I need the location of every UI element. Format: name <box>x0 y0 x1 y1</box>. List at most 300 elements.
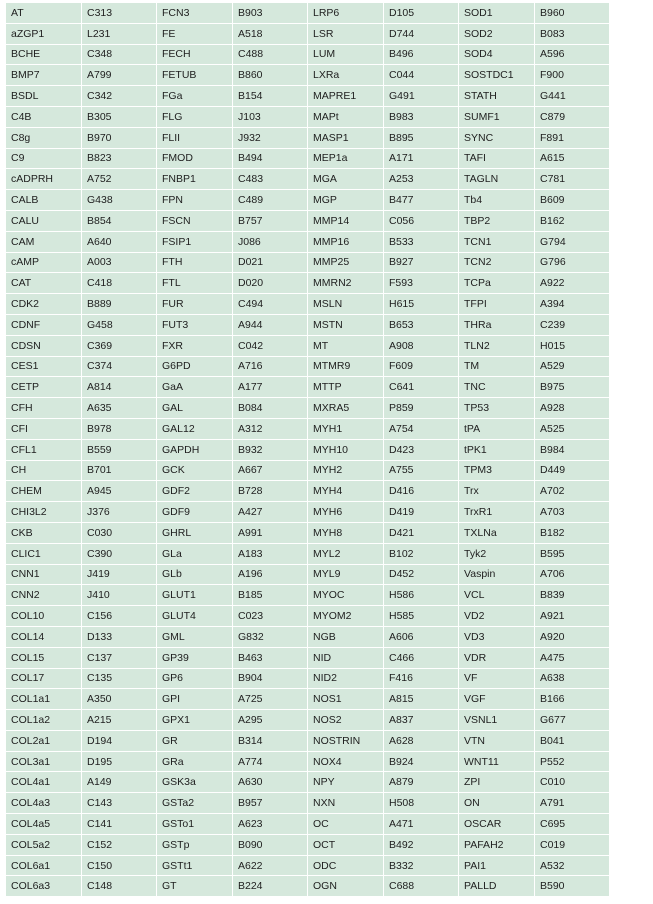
protein-name-cell: MSLN <box>308 294 383 314</box>
catalog-code-cell: C483 <box>233 169 307 189</box>
catalog-code-cell: D416 <box>384 481 458 501</box>
catalog-code-cell: C056 <box>384 211 458 231</box>
protein-name-cell: C8g <box>6 128 81 148</box>
catalog-code-cell: B305 <box>82 107 156 127</box>
catalog-code-cell: C239 <box>535 315 609 335</box>
table-row <box>6 772 609 792</box>
catalog-code-cell: G832 <box>233 627 307 647</box>
protein-name-cell: FE <box>157 24 232 44</box>
protein-name-cell: TAFI <box>459 149 534 169</box>
catalog-code-cell: F609 <box>384 357 458 377</box>
protein-name-cell: FECH <box>157 45 232 65</box>
table-row <box>6 336 609 356</box>
catalog-code-cell: B903 <box>233 3 307 23</box>
protein-name-cell: LXRa <box>308 65 383 85</box>
protein-name-cell: MYOM2 <box>308 606 383 626</box>
table-row <box>6 648 609 668</box>
catalog-code-cell: B041 <box>535 731 609 751</box>
protein-name-cell: C4B <box>6 107 81 127</box>
protein-name-cell: OSCAR <box>459 814 534 834</box>
protein-name-cell: CFI <box>6 419 81 439</box>
protein-name-cell: GCK <box>157 461 232 481</box>
catalog-code-cell: A350 <box>82 689 156 709</box>
protein-name-cell: CFH <box>6 398 81 418</box>
protein-name-cell: LUM <box>308 45 383 65</box>
protein-name-cell: CHI3L2 <box>6 502 81 522</box>
catalog-code-cell: C374 <box>82 357 156 377</box>
catalog-code-cell: C695 <box>535 814 609 834</box>
protein-name-cell: GR <box>157 731 232 751</box>
protein-name-cell: MSTN <box>308 315 383 335</box>
catalog-code-cell: B889 <box>82 294 156 314</box>
protein-name-cell: ZPI <box>459 772 534 792</box>
protein-name-cell: TNC <box>459 377 534 397</box>
protein-name-cell: FLG <box>157 107 232 127</box>
catalog-code-cell: B839 <box>535 585 609 605</box>
table-row <box>6 357 609 377</box>
catalog-code-cell: C152 <box>82 835 156 855</box>
catalog-code-cell: D021 <box>233 253 307 273</box>
catalog-code-cell: B609 <box>535 190 609 210</box>
catalog-code-cell: A475 <box>535 648 609 668</box>
catalog-code-cell: D194 <box>82 731 156 751</box>
catalog-code-cell: C418 <box>82 273 156 293</box>
protein-name-cell: Tyk2 <box>459 544 534 564</box>
catalog-code-cell: H615 <box>384 294 458 314</box>
catalog-code-cell: C879 <box>535 107 609 127</box>
protein-name-cell: COL10 <box>6 606 81 626</box>
catalog-code-cell: C042 <box>233 336 307 356</box>
catalog-code-cell: A518 <box>233 24 307 44</box>
catalog-code-cell: C019 <box>535 835 609 855</box>
protein-name-cell: GP39 <box>157 648 232 668</box>
protein-name-cell: tPK1 <box>459 440 534 460</box>
catalog-code-cell: C489 <box>233 190 307 210</box>
table-row <box>6 3 609 23</box>
protein-name-cell: NGB <box>308 627 383 647</box>
catalog-code-cell: A920 <box>535 627 609 647</box>
protein-name-cell: COL4a5 <box>6 814 81 834</box>
protein-name-cell: MTMR9 <box>308 357 383 377</box>
catalog-code-cell: A635 <box>82 398 156 418</box>
table-row <box>6 752 609 772</box>
catalog-code-cell: B084 <box>233 398 307 418</box>
protein-name-cell: GLUT4 <box>157 606 232 626</box>
protein-name-cell: cADPRH <box>6 169 81 189</box>
protein-name-cell: COL1a1 <box>6 689 81 709</box>
catalog-code-cell: B090 <box>233 835 307 855</box>
catalog-code-cell: A596 <box>535 45 609 65</box>
catalog-code-cell: J376 <box>82 502 156 522</box>
catalog-code-cell: A253 <box>384 169 458 189</box>
catalog-code-cell: A799 <box>82 65 156 85</box>
catalog-code-cell: B590 <box>535 876 609 896</box>
catalog-code-cell: J410 <box>82 585 156 605</box>
protein-name-cell: VCL <box>459 585 534 605</box>
catalog-code-cell: D452 <box>384 565 458 585</box>
catalog-code-cell: B559 <box>82 440 156 460</box>
catalog-code-cell: B978 <box>82 419 156 439</box>
catalog-code-cell: A615 <box>535 149 609 169</box>
table-row <box>6 544 609 564</box>
catalog-code-cell: A622 <box>233 856 307 876</box>
table-row <box>6 627 609 647</box>
table-row <box>6 398 609 418</box>
protein-name-cell: FNBP1 <box>157 169 232 189</box>
protein-name-cell: COL6a3 <box>6 876 81 896</box>
catalog-code-cell: A640 <box>82 232 156 252</box>
catalog-code-cell: B854 <box>82 211 156 231</box>
protein-name-cell: GML <box>157 627 232 647</box>
table-row <box>6 814 609 834</box>
table-row <box>6 835 609 855</box>
catalog-code-cell: C023 <box>233 606 307 626</box>
catalog-code-cell: J419 <box>82 565 156 585</box>
catalog-code-cell: A471 <box>384 814 458 834</box>
catalog-code-cell: A752 <box>82 169 156 189</box>
catalog-code-cell: F416 <box>384 669 458 689</box>
catalog-code-cell: B533 <box>384 232 458 252</box>
catalog-code-cell: L231 <box>82 24 156 44</box>
protein-name-cell: NOX4 <box>308 752 383 772</box>
catalog-code-cell: B970 <box>82 128 156 148</box>
protein-name-cell: TCPa <box>459 273 534 293</box>
catalog-code-cell: A815 <box>384 689 458 709</box>
catalog-code-cell: C010 <box>535 772 609 792</box>
catalog-code-cell: B924 <box>384 752 458 772</box>
protein-name-cell: SOSTDC1 <box>459 65 534 85</box>
table-row <box>6 461 609 481</box>
catalog-code-cell: J932 <box>233 128 307 148</box>
protein-name-cell: COL6a1 <box>6 856 81 876</box>
protein-name-cell: OGN <box>308 876 383 896</box>
protein-name-cell: FGa <box>157 86 232 106</box>
catalog-code-cell: B496 <box>384 45 458 65</box>
protein-name-cell: MXRA5 <box>308 398 383 418</box>
catalog-code-cell: C150 <box>82 856 156 876</box>
catalog-code-cell: A003 <box>82 253 156 273</box>
protein-name-cell: G6PD <box>157 357 232 377</box>
catalog-code-cell: B595 <box>535 544 609 564</box>
catalog-code-cell: H586 <box>384 585 458 605</box>
protein-name-cell: GDF9 <box>157 502 232 522</box>
protein-name-cell: AT <box>6 3 81 23</box>
catalog-code-cell: H508 <box>384 793 458 813</box>
catalog-code-cell: F593 <box>384 273 458 293</box>
catalog-code-cell: C143 <box>82 793 156 813</box>
protein-name-cell: GSTp <box>157 835 232 855</box>
protein-name-cell: GPX1 <box>157 710 232 730</box>
protein-name-cell: C9 <box>6 149 81 169</box>
protein-name-cell: VDR <box>459 648 534 668</box>
protein-name-cell: CDNF <box>6 315 81 335</box>
table-row <box>6 24 609 44</box>
protein-name-cell: GHRL <box>157 523 232 543</box>
protein-name-cell: Trx <box>459 481 534 501</box>
catalog-code-cell: A716 <box>233 357 307 377</box>
catalog-code-cell: A149 <box>82 772 156 792</box>
catalog-code-cell: P859 <box>384 398 458 418</box>
catalog-code-cell: B224 <box>233 876 307 896</box>
protein-name-cell: COL14 <box>6 627 81 647</box>
protein-name-cell: VD3 <box>459 627 534 647</box>
protein-name-cell: FUT3 <box>157 315 232 335</box>
protein-name-cell: Tb4 <box>459 190 534 210</box>
catalog-code-cell: A183 <box>233 544 307 564</box>
catalog-code-cell: A706 <box>535 565 609 585</box>
catalog-code-cell: A529 <box>535 357 609 377</box>
catalog-code-cell: B757 <box>233 211 307 231</box>
catalog-code-cell: B975 <box>535 377 609 397</box>
table-row <box>6 565 609 585</box>
protein-name-cell: BMP7 <box>6 65 81 85</box>
protein-name-cell: GLUT1 <box>157 585 232 605</box>
catalog-code-cell: D020 <box>233 273 307 293</box>
catalog-code-cell: A755 <box>384 461 458 481</box>
catalog-code-cell: A394 <box>535 294 609 314</box>
protein-name-cell: CKB <box>6 523 81 543</box>
table-row <box>6 211 609 231</box>
table-row <box>6 65 609 85</box>
catalog-code-cell: B860 <box>233 65 307 85</box>
protein-name-cell: LSR <box>308 24 383 44</box>
catalog-code-cell: A295 <box>233 710 307 730</box>
protein-name-cell: OC <box>308 814 383 834</box>
catalog-code-cell: J103 <box>233 107 307 127</box>
catalog-code-cell: D195 <box>82 752 156 772</box>
catalog-code-cell: B102 <box>384 544 458 564</box>
protein-name-cell: CLIC1 <box>6 544 81 564</box>
protein-name-cell: VSNL1 <box>459 710 534 730</box>
protein-name-cell: MYH6 <box>308 502 383 522</box>
catalog-code-cell: A991 <box>233 523 307 543</box>
protein-code-table <box>5 2 610 897</box>
protein-name-cell: FTL <box>157 273 232 293</box>
catalog-code-cell: D421 <box>384 523 458 543</box>
table-row <box>6 86 609 106</box>
protein-name-cell: VD2 <box>459 606 534 626</box>
protein-name-cell: GPI <box>157 689 232 709</box>
protein-name-cell: LRP6 <box>308 3 383 23</box>
catalog-code-cell: G491 <box>384 86 458 106</box>
protein-name-cell: CAM <box>6 232 81 252</box>
protein-name-cell: MYL9 <box>308 565 383 585</box>
catalog-code-cell: B166 <box>535 689 609 709</box>
catalog-code-cell: B728 <box>233 481 307 501</box>
protein-name-cell: MT <box>308 336 383 356</box>
protein-name-cell: GT <box>157 876 232 896</box>
table-row <box>6 107 609 127</box>
protein-name-cell: GRa <box>157 752 232 772</box>
catalog-code-cell: B927 <box>384 253 458 273</box>
table-row <box>6 232 609 252</box>
catalog-code-cell: G458 <box>82 315 156 335</box>
protein-name-cell: MYH4 <box>308 481 383 501</box>
table-body <box>6 3 609 896</box>
catalog-code-cell: B960 <box>535 3 609 23</box>
protein-name-cell: GP6 <box>157 669 232 689</box>
protein-name-cell: TFPI <box>459 294 534 314</box>
catalog-code-cell: C135 <box>82 669 156 689</box>
catalog-code-cell: F900 <box>535 65 609 85</box>
protein-name-cell: FPN <box>157 190 232 210</box>
protein-name-cell: FCN3 <box>157 3 232 23</box>
protein-name-cell: MASP1 <box>308 128 383 148</box>
protein-name-cell: MGP <box>308 190 383 210</box>
protein-name-cell: CNN2 <box>6 585 81 605</box>
catalog-code-cell: A928 <box>535 398 609 418</box>
table-row <box>6 731 609 751</box>
protein-name-cell: Vaspin <box>459 565 534 585</box>
protein-name-cell: CDSN <box>6 336 81 356</box>
catalog-code-cell: C141 <box>82 814 156 834</box>
table-row <box>6 315 609 335</box>
protein-name-cell: VTN <box>459 731 534 751</box>
protein-name-cell: MEP1a <box>308 149 383 169</box>
catalog-code-cell: G794 <box>535 232 609 252</box>
protein-name-cell: NPY <box>308 772 383 792</box>
protein-name-cell: ODC <box>308 856 383 876</box>
protein-name-cell: GaA <box>157 377 232 397</box>
catalog-code-cell: B477 <box>384 190 458 210</box>
catalog-code-cell: C044 <box>384 65 458 85</box>
catalog-code-cell: P552 <box>535 752 609 772</box>
catalog-code-cell: A171 <box>384 149 458 169</box>
protein-name-cell: GSTo1 <box>157 814 232 834</box>
protein-name-cell: BSDL <box>6 86 81 106</box>
catalog-code-cell: A606 <box>384 627 458 647</box>
catalog-code-cell: A196 <box>233 565 307 585</box>
protein-name-cell: COL1a2 <box>6 710 81 730</box>
protein-name-cell: OCT <box>308 835 383 855</box>
protein-name-cell: STATH <box>459 86 534 106</box>
protein-name-cell: SYNC <box>459 128 534 148</box>
table-row <box>6 481 609 501</box>
catalog-code-cell: C494 <box>233 294 307 314</box>
catalog-code-cell: A944 <box>233 315 307 335</box>
catalog-code-cell: C137 <box>82 648 156 668</box>
protein-name-cell: TXLNa <box>459 523 534 543</box>
protein-name-cell: SOD2 <box>459 24 534 44</box>
protein-name-cell: CH <box>6 461 81 481</box>
protein-name-cell: FLII <box>157 128 232 148</box>
protein-name-cell: THRa <box>459 315 534 335</box>
protein-name-cell: BCHE <box>6 45 81 65</box>
protein-name-cell: MYOC <box>308 585 383 605</box>
catalog-code-cell: B984 <box>535 440 609 460</box>
protein-name-cell: GDF2 <box>157 481 232 501</box>
protein-name-cell: FMOD <box>157 149 232 169</box>
protein-name-cell: GAL12 <box>157 419 232 439</box>
table-row <box>6 585 609 605</box>
protein-name-cell: MMP14 <box>308 211 383 231</box>
catalog-code-cell: G441 <box>535 86 609 106</box>
catalog-code-cell: C348 <box>82 45 156 65</box>
table-row <box>6 169 609 189</box>
catalog-code-cell: A177 <box>233 377 307 397</box>
catalog-code-cell: B332 <box>384 856 458 876</box>
table-row <box>6 502 609 522</box>
catalog-code-cell: A814 <box>82 377 156 397</box>
catalog-code-cell: C488 <box>233 45 307 65</box>
catalog-code-cell: A532 <box>535 856 609 876</box>
table-row <box>6 377 609 397</box>
protein-name-cell: COL5a2 <box>6 835 81 855</box>
protein-name-cell: TPM3 <box>459 461 534 481</box>
table-row <box>6 710 609 730</box>
catalog-code-cell: D423 <box>384 440 458 460</box>
catalog-code-cell: B083 <box>535 24 609 44</box>
catalog-code-cell: C030 <box>82 523 156 543</box>
table-row <box>6 669 609 689</box>
protein-name-cell: CHEM <box>6 481 81 501</box>
catalog-code-cell: A427 <box>233 502 307 522</box>
protein-name-cell: FSCN <box>157 211 232 231</box>
protein-name-cell: FTH <box>157 253 232 273</box>
catalog-code-cell: D105 <box>384 3 458 23</box>
catalog-code-cell: B182 <box>535 523 609 543</box>
catalog-code-cell: H585 <box>384 606 458 626</box>
protein-name-cell: TBP2 <box>459 211 534 231</box>
catalog-code-cell: A638 <box>535 669 609 689</box>
catalog-code-cell: B823 <box>82 149 156 169</box>
protein-name-cell: COL3a1 <box>6 752 81 772</box>
protein-name-cell: NID <box>308 648 383 668</box>
protein-name-cell: CNN1 <box>6 565 81 585</box>
protein-name-cell: FXR <box>157 336 232 356</box>
protein-name-cell: CES1 <box>6 357 81 377</box>
table-row <box>6 856 609 876</box>
catalog-code-cell: A312 <box>233 419 307 439</box>
protein-name-cell: MYL2 <box>308 544 383 564</box>
catalog-code-cell: C148 <box>82 876 156 896</box>
protein-name-cell: NOSTRIN <box>308 731 383 751</box>
catalog-code-cell: A725 <box>233 689 307 709</box>
catalog-code-cell: B701 <box>82 461 156 481</box>
protein-name-cell: COL2a1 <box>6 731 81 751</box>
catalog-code-cell: G677 <box>535 710 609 730</box>
protein-name-cell: GLb <box>157 565 232 585</box>
catalog-code-cell: B492 <box>384 835 458 855</box>
protein-name-cell: COL4a1 <box>6 772 81 792</box>
table-row <box>6 45 609 65</box>
table-row <box>6 128 609 148</box>
protein-name-cell: CETP <box>6 377 81 397</box>
table-row <box>6 253 609 273</box>
catalog-code-cell: D133 <box>82 627 156 647</box>
catalog-code-cell: B185 <box>233 585 307 605</box>
protein-name-cell: tPA <box>459 419 534 439</box>
catalog-code-cell: D744 <box>384 24 458 44</box>
protein-name-cell: GSTt1 <box>157 856 232 876</box>
catalog-code-cell: B154 <box>233 86 307 106</box>
protein-name-cell: VF <box>459 669 534 689</box>
table-row <box>6 190 609 210</box>
protein-name-cell: ON <box>459 793 534 813</box>
catalog-code-cell: C781 <box>535 169 609 189</box>
protein-name-cell: NXN <box>308 793 383 813</box>
protein-name-cell: MYH1 <box>308 419 383 439</box>
catalog-code-cell: B957 <box>233 793 307 813</box>
catalog-code-cell: H015 <box>535 336 609 356</box>
protein-name-cell: TP53 <box>459 398 534 418</box>
protein-name-cell: NOS2 <box>308 710 383 730</box>
protein-name-cell: TLN2 <box>459 336 534 356</box>
catalog-code-cell: G438 <box>82 190 156 210</box>
catalog-code-cell: B983 <box>384 107 458 127</box>
catalog-code-cell: C156 <box>82 606 156 626</box>
catalog-code-cell: B314 <box>233 731 307 751</box>
